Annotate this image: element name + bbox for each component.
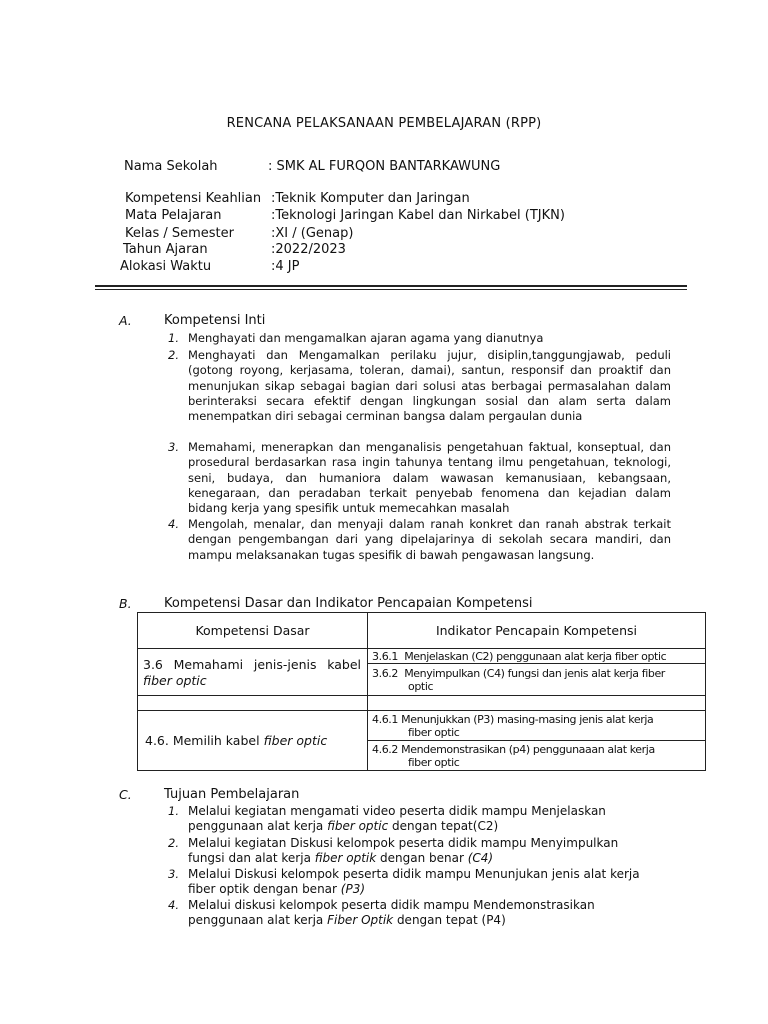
section-c-num-1: 1. xyxy=(168,804,179,818)
objective-1-l2a: penggunaan alat kerja xyxy=(188,819,328,834)
objective-4-l2i: Fiber Optik xyxy=(327,913,394,928)
section-c-num-3: 3. xyxy=(168,867,179,881)
document-title: RENCANA PELAKSANAAN PEMBELAJARAN (RPP) xyxy=(226,116,542,131)
info-label-year: Tahun Ajaran xyxy=(123,242,208,257)
section-a-num-4: 4. xyxy=(168,517,179,531)
section-c-num-4: 4. xyxy=(168,898,179,912)
header-rule-thin xyxy=(95,289,687,290)
section-c-num-2: 2. xyxy=(168,836,179,850)
table-spacer-left xyxy=(138,696,368,711)
section-b-letter: B. xyxy=(119,596,132,611)
section-c-item-1 xyxy=(188,804,606,835)
indicator-462-num: 4.6.2 xyxy=(372,742,398,756)
competency-table xyxy=(137,612,706,771)
info-value-time: :4 JP xyxy=(271,259,300,274)
info-value-expertise: :Teknik Komputer dan Jaringan xyxy=(271,191,470,206)
info-value-school: : SMK AL FURQON BANTARKAWUNG xyxy=(268,159,501,174)
objective-2-l2a: fungsi dan alat kerja xyxy=(188,851,315,866)
indicator-362-num: 3.6.2 xyxy=(372,666,398,680)
info-label-class: Kelas / Semester xyxy=(125,226,234,241)
table-header-kd: Kompetensi Dasar xyxy=(138,613,368,649)
section-a-item-3: Memahami, menerapkan dan menganalisis pengetahuan faktual, konseptual, dan prosedural berdasarkan rasa ingin tahunya tentang ilmu pengetahuan, teknologi, seni, budaya, dan humaniora dalam wawasan kemanusiaan, kebangsaan, kenegaraan, dan peradaban terkait penyebab fenomena dan kejadian dalam bidang kerja yang spesifik untuk memecahkan masalah xyxy=(188,440,671,516)
section-a-num-3: 3. xyxy=(168,440,179,454)
indicator-461-text: Menunjukkan (P3) masing-masing jenis alat kerja xyxy=(401,712,654,726)
section-a-item-2: Menghayati dan Mengamalkan perilaku jujur, disiplin,tanggungjawab, peduli (gotong royong, kerjasama, toleran, damai), santun, responsif dan proaktif dan menunjukan sikap sebagai bagian dari solusi atas berbagai permasalahan dalam berinteraksi secara efektif dengan lingkungan sosial dan alam serta dalam menempatkan diri sebagai cerminan bangsa dalam pergaulan dunia xyxy=(188,348,671,424)
indicator-462-text: Mendemonstrasikan (p4) penggunaaan alat kerja xyxy=(401,742,655,756)
info-label-school: Nama Sekolah xyxy=(124,159,218,174)
objective-1-line1: Melalui kegiatan mengamati video peserta didik mampu Menjelaskan xyxy=(188,804,606,818)
indicator-362-text: Menyimpulkan (C4) fungsi dan jenis alat kerja fiber xyxy=(404,666,665,680)
table-kd-2 xyxy=(138,711,368,771)
table-header-indicator: Indikator Pencapain Kompetensi xyxy=(368,613,706,649)
section-b-title: Kompetensi Dasar dan Indikator Pencapaian Kompetensi xyxy=(164,596,533,611)
objective-1-l2i: fiber optic xyxy=(327,819,389,834)
info-label-subject: Mata Pelajaran xyxy=(125,208,222,223)
section-c-letter: C. xyxy=(119,787,132,802)
info-value-year: :2022/2023 xyxy=(271,242,346,257)
objective-3-line1: Melalui Diskusi kelompok peserta didik mampu Menunjukan jenis alat kerja xyxy=(188,867,640,881)
section-c-title: Tujuan Pembelajaran xyxy=(164,787,300,802)
objective-3-l2i: (P3) xyxy=(340,882,366,897)
table-kd-2-italic: fiber optic xyxy=(263,733,328,748)
indicator-361-text: Menjelaskan (C2) penggunaan alat kerja fiber optic xyxy=(404,649,667,663)
objective-4-l2a: penggunaan alat kerja xyxy=(188,913,328,928)
indicator-362-cont: optic xyxy=(408,679,434,693)
objective-2-line1: Melalui kegiatan Diskusi kelompok peserta didik mampu Menyimpulkan xyxy=(188,836,619,850)
section-c-item-4 xyxy=(188,898,595,929)
table-kd-1-italic: fiber optic xyxy=(143,673,207,688)
objective-2-l2b: dengan benar xyxy=(376,851,468,866)
table-spacer-right xyxy=(368,696,706,711)
objective-4-l2b: dengan tepat (P4) xyxy=(393,913,506,928)
indicator-461-cont: fiber optic xyxy=(408,725,460,739)
section-a-letter: A. xyxy=(119,313,132,328)
info-value-subject: :Teknologi Jaringan Kabel dan Nirkabel (TJKN) xyxy=(271,208,565,223)
info-label-time: Alokasi Waktu xyxy=(120,259,212,274)
indicator-461-num: 4.6.1 xyxy=(372,712,398,726)
table-indicator-462 xyxy=(368,741,706,771)
section-a-num-1: 1. xyxy=(168,331,179,345)
objective-4-line1: Melalui diskusi kelompok peserta didik mampu Mendemonstrasikan xyxy=(188,898,595,912)
objective-3-l2a: fiber optik dengan benar xyxy=(188,882,341,897)
table-indicator-361 xyxy=(368,649,706,664)
section-a-item-4: Mengolah, menalar, dan menyaji dalam ranah konkret dan ranah abstrak terkait dengan pengembangan dari yang dipelajarinya di sekolah secara mandiri, dan mampu melaksanakan tugas spesifik di bawah pengawasan langsung. xyxy=(188,517,671,562)
header-rule-thick xyxy=(95,285,687,287)
objective-2-l2i: fiber optik xyxy=(314,851,377,866)
table-indicator-461 xyxy=(368,711,706,741)
objective-1-l2b: dengan tepat(C2) xyxy=(388,819,499,834)
section-c-item-2 xyxy=(188,836,618,867)
table-indicator-362 xyxy=(368,664,706,696)
table-kd-2-text: 4.6. Memilih kabel xyxy=(145,733,260,748)
table-kd-1 xyxy=(138,649,368,696)
section-a-title: Kompetensi Inti xyxy=(164,313,266,328)
table-kd-1-text: 3.6 Memahami jenis-jenis kabel xyxy=(143,657,361,672)
indicator-462-cont: fiber optic xyxy=(408,755,460,769)
objective-2-l2c: (C4) xyxy=(467,851,494,866)
section-a-num-2: 2. xyxy=(168,348,179,362)
info-label-expertise: Kompetensi Keahlian xyxy=(125,191,262,206)
section-c-item-3 xyxy=(188,867,640,898)
info-value-class: :XI / (Genap) xyxy=(271,226,354,241)
section-a-item-1: Menghayati dan mengamalkan ajaran agama yang dianutnya xyxy=(188,331,544,345)
indicator-361-num: 3.6.1 xyxy=(372,649,398,663)
